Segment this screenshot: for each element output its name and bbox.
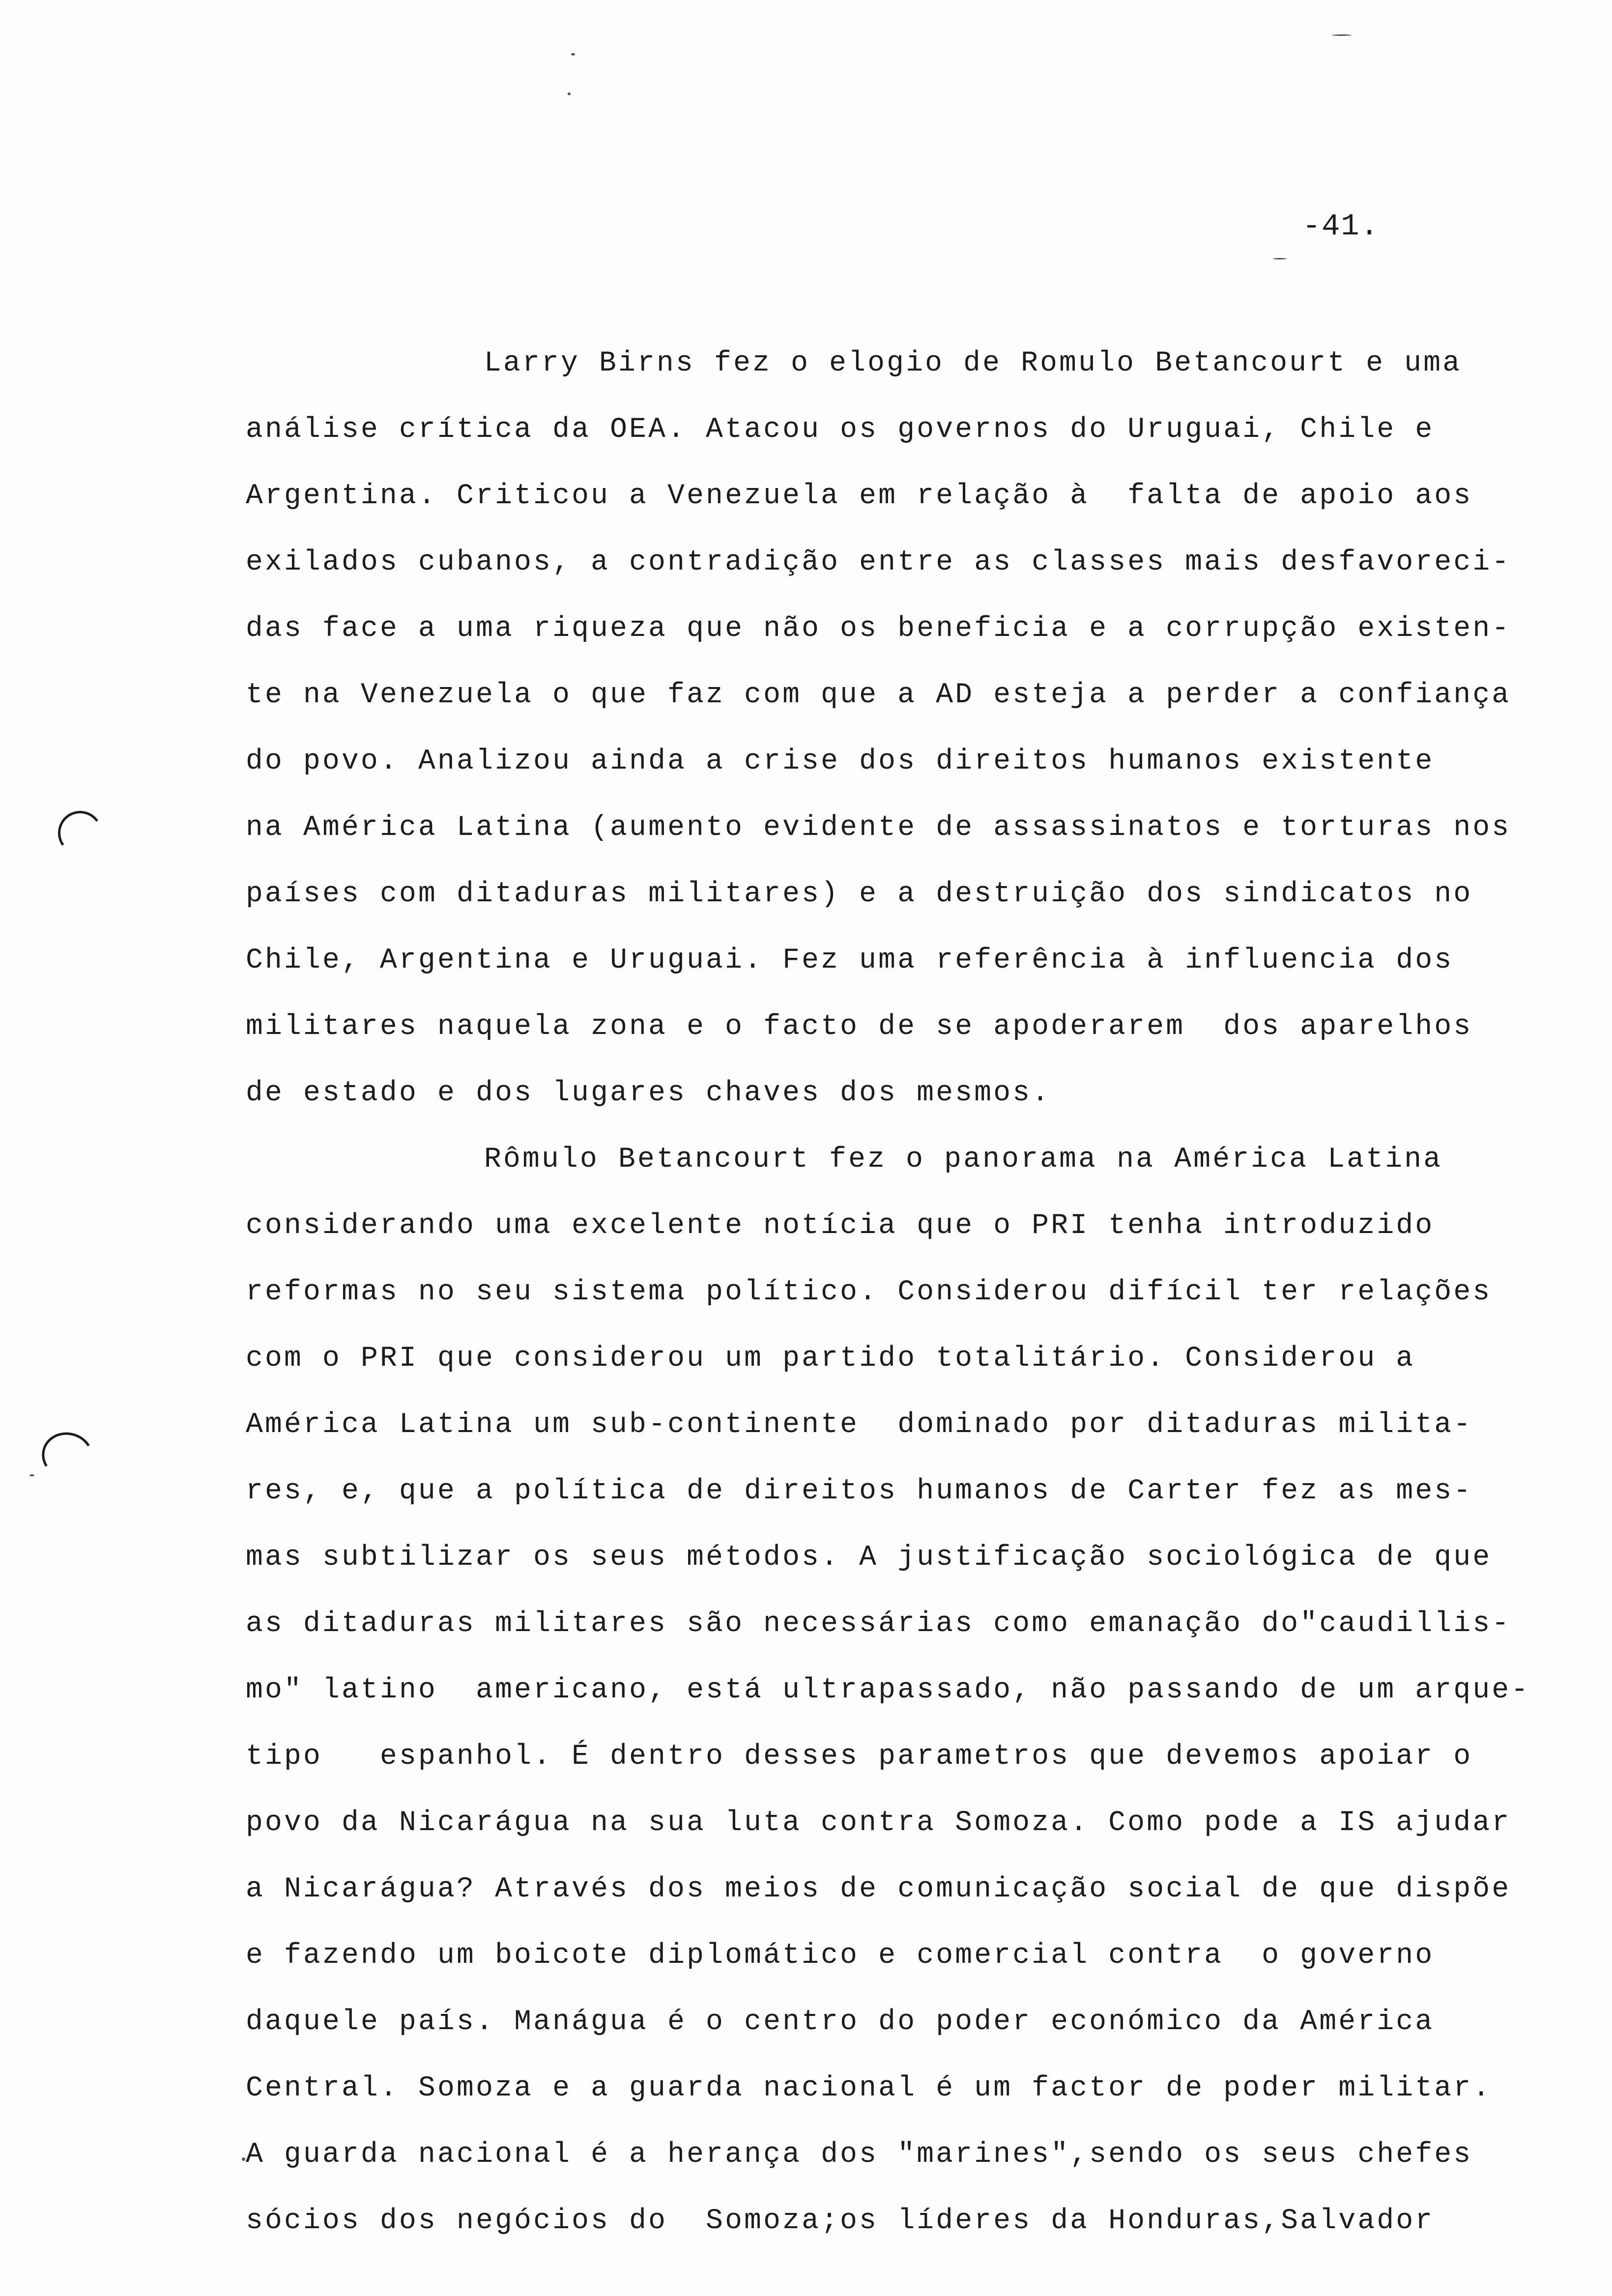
scan-speck bbox=[242, 2157, 245, 2161]
paragraph-1-line-7: do povo. Analizou ainda a crise dos direitos humanos existente bbox=[246, 746, 1435, 777]
paragraph-2-line-15: Central. Somoza e a guarda nacional é um factor de poder militar. bbox=[246, 2072, 1492, 2104]
paragraph-2-line-10: tipo espanhol. É dentro desses parametros que devemos apoiar o bbox=[246, 1741, 1473, 1773]
paragraph-2-line-16: A guarda nacional é a herança dos "marines",sendo os seus chefes bbox=[246, 2139, 1473, 2171]
paragraph-2-line-12: a Nicarágua? Através dos meios de comunicação social de que dispõe bbox=[246, 1873, 1511, 1905]
paragraph-1-line-5: das face a uma riqueza que não os beneficia e a corrupção existen- bbox=[246, 613, 1511, 645]
paragraph-2-line-5: América Latina um sub-continente dominado por ditaduras milita- bbox=[246, 1409, 1473, 1441]
scan-speck bbox=[29, 1474, 34, 1476]
scan-speck bbox=[1273, 258, 1287, 259]
paragraph-2-line-9: mo" latino americano, está ultrapassado, não passando de um arque- bbox=[246, 1674, 1530, 1706]
paragraph-2-line-17: sócios dos negócios do Somoza;os líderes da Honduras,Salvador bbox=[246, 2205, 1435, 2237]
scan-speck bbox=[1332, 34, 1352, 36]
scan-speck bbox=[568, 92, 571, 95]
page-number: -41. bbox=[1302, 209, 1380, 244]
paragraph-2-line-13: e fazendo um boicote diplomático e comercial contra o governo bbox=[246, 1940, 1435, 1972]
scan-speck bbox=[571, 53, 575, 56]
paragraph-2-line-14: daquele país. Manágua é o centro do poder económico da América bbox=[246, 2006, 1435, 2038]
paragraph-1-line-4: exilados cubanos, a contradição entre as classes mais desfavoreci- bbox=[246, 546, 1511, 578]
margin-punch-mark-upper bbox=[55, 807, 106, 859]
paragraph-1-line-1: Larry Birns fez o elogio de Romulo Betancourt e uma bbox=[484, 347, 1462, 379]
paragraph-2-line-1: Rômulo Betancourt fez o panorama na América Latina bbox=[484, 1144, 1443, 1176]
paragraph-2-line-3: reformas no seu sistema político. Considerou difícil ter relações bbox=[246, 1276, 1492, 1308]
paragraph-2-line-2: considerando uma excelente notícia que o PRI tenha introduzido bbox=[246, 1210, 1435, 1242]
paragraph-1-line-2: análise crítica da OEA. Atacou os governos do Uruguai, Chile e bbox=[246, 414, 1435, 446]
paragraph-2-line-4: com o PRI que considerou um partido totalitário. Considerou a bbox=[246, 1343, 1415, 1375]
paragraph-1-line-9: países com ditaduras militares) e a destruição dos sindicatos no bbox=[246, 878, 1473, 910]
paragraph-2-line-8: as ditaduras militares são necessárias como emanação do"caudillis- bbox=[246, 1608, 1511, 1640]
paragraph-2-line-11: povo da Nicarágua na sua luta contra Somoza. Como pode a IS ajudar bbox=[246, 1807, 1511, 1839]
paragraph-1-line-11: militares naquela zona e o facto de se apoderarem dos aparelhos bbox=[246, 1011, 1473, 1043]
margin-punch-mark-lower bbox=[36, 1427, 98, 1485]
paragraph-2-line-6: res, e, que a política de direitos humanos de Carter fez as mes- bbox=[246, 1475, 1473, 1507]
paragraph-1-line-3: Argentina. Criticou a Venezuela em relação à falta de apoio aos bbox=[246, 480, 1473, 512]
paragraph-1-line-12: de estado e dos lugares chaves dos mesmos. bbox=[246, 1077, 1051, 1109]
paragraph-1-line-10: Chile, Argentina e Uruguai. Fez uma referência à influencia dos bbox=[246, 945, 1454, 976]
paragraph-1-line-6: te na Venezuela o que faz com que a AD esteja a perder a confiança bbox=[246, 679, 1511, 711]
paragraph-2-line-7: mas subtilizar os seus métodos. A justificação sociológica de que bbox=[246, 1542, 1492, 1574]
paragraph-1-line-8: na América Latina (aumento evidente de assassinatos e torturas nos bbox=[246, 812, 1511, 844]
